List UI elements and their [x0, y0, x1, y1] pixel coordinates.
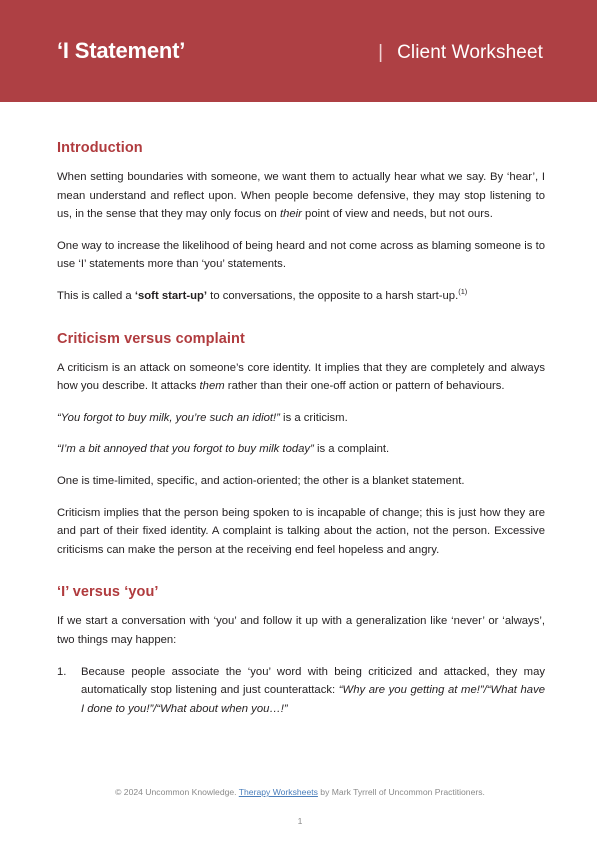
page-header — [0, 0, 597, 102]
intro-p1-part-a: When setting boundaries with someone, we want them to actually hear what we say. By ‘hear’, I mean understand and reflect upon. When people become defensive, they may stop listening to us, in the sense that they may only focus on — [57, 171, 545, 221]
intro-p3-bold-term: ‘soft start-up’ — [134, 289, 208, 302]
therapy-worksheets-link[interactable]: Therapy Worksheets — [238, 787, 318, 797]
footer-credit — [0, 786, 600, 799]
intro-p3-part-a: This is called a — [57, 289, 135, 302]
document-title: ‘I Statement’ — [57, 38, 186, 63]
intro-p1-emphasis: their — [279, 208, 302, 221]
footer-credit-prefix: © 2024 Uncommon Knowledge. — [115, 787, 239, 797]
criticism-quote-tail: is a criticism. — [279, 411, 348, 424]
intro-paragraph-1 — [57, 168, 545, 224]
criticism-p1-part-b: rather than their one-off action or pattern of behaviours. — [224, 380, 505, 393]
page-number: 1 — [297, 816, 303, 826]
intro-p1-part-b: point of view and needs, but not ours. — [301, 208, 493, 221]
criticism-p1-part-a: A criticism is an attack on someone’s core identity. It implies that they are completely and always how you describe. It attacks — [57, 361, 545, 393]
header-inner — [0, 38, 597, 64]
criticism-paragraph-3: Criticism implies that the person being spoken to is incapable of change; this is just how they are and part of their fixed identity. A complaint is talking about the action, not the person. Excessive criticisms can make the person at the receiving end feel hopeless and angry. — [57, 506, 545, 556]
heading-introduction: Introduction — [57, 140, 143, 156]
intro-paragraph-2: One way to increase the likelihood of being heard and not come across as blaming someone is to use ‘I’ statements more than ‘you’ statements. — [57, 239, 545, 271]
list-item-1-quote: “Why are you getting at me!”/“What have I done to you!”/“What about when you…!” — [81, 684, 545, 715]
heading-criticism-versus-complaint: Criticism versus complaint — [57, 330, 245, 347]
intro-p3-part-b: to conversations, the opposite to a harsh start-up. — [207, 289, 459, 302]
complaint-quote-text: “I’m a bit annoyed that you forgot to buy milk today” — [57, 443, 314, 456]
document-body — [0, 102, 600, 728]
criticism-quote-text: “You forgot to buy milk, you’re such an idiot!” — [57, 411, 280, 424]
document-subtitle: Client Worksheet — [397, 42, 543, 63]
criticism-p1-emphasis: them — [199, 380, 225, 393]
list-item — [81, 663, 545, 719]
criticism-example-quote — [57, 409, 545, 428]
list-item-1-part-a: Because people associate the ‘you’ word with being criticized and attacked, they may automatically stop listening and just counterattack: — [81, 665, 545, 697]
header-divider: | — [378, 42, 384, 63]
complaint-quote-tail: is a complaint. — [313, 443, 390, 456]
footer-credit-suffix: by Mark Tyrrell of Uncommon Practitioners. — [317, 787, 485, 797]
complaint-example-quote — [57, 440, 545, 459]
i-versus-you-list — [57, 663, 545, 719]
criticism-paragraph-1 — [57, 359, 545, 396]
i-versus-you-paragraph-1: If we start a conversation with ‘you’ and follow it up with a generalization like ‘never’ or ‘always’, two things may happen: — [57, 615, 545, 646]
footnote-reference-1: (1) — [458, 287, 468, 297]
heading-i-versus-you: ‘I’ versus ‘you’ — [57, 584, 159, 601]
criticism-paragraph-2: One is time-limited, specific, and action-oriented; the other is a blanket statement. — [57, 474, 465, 487]
page-footer — [0, 786, 600, 826]
intro-paragraph-3 — [57, 287, 545, 306]
